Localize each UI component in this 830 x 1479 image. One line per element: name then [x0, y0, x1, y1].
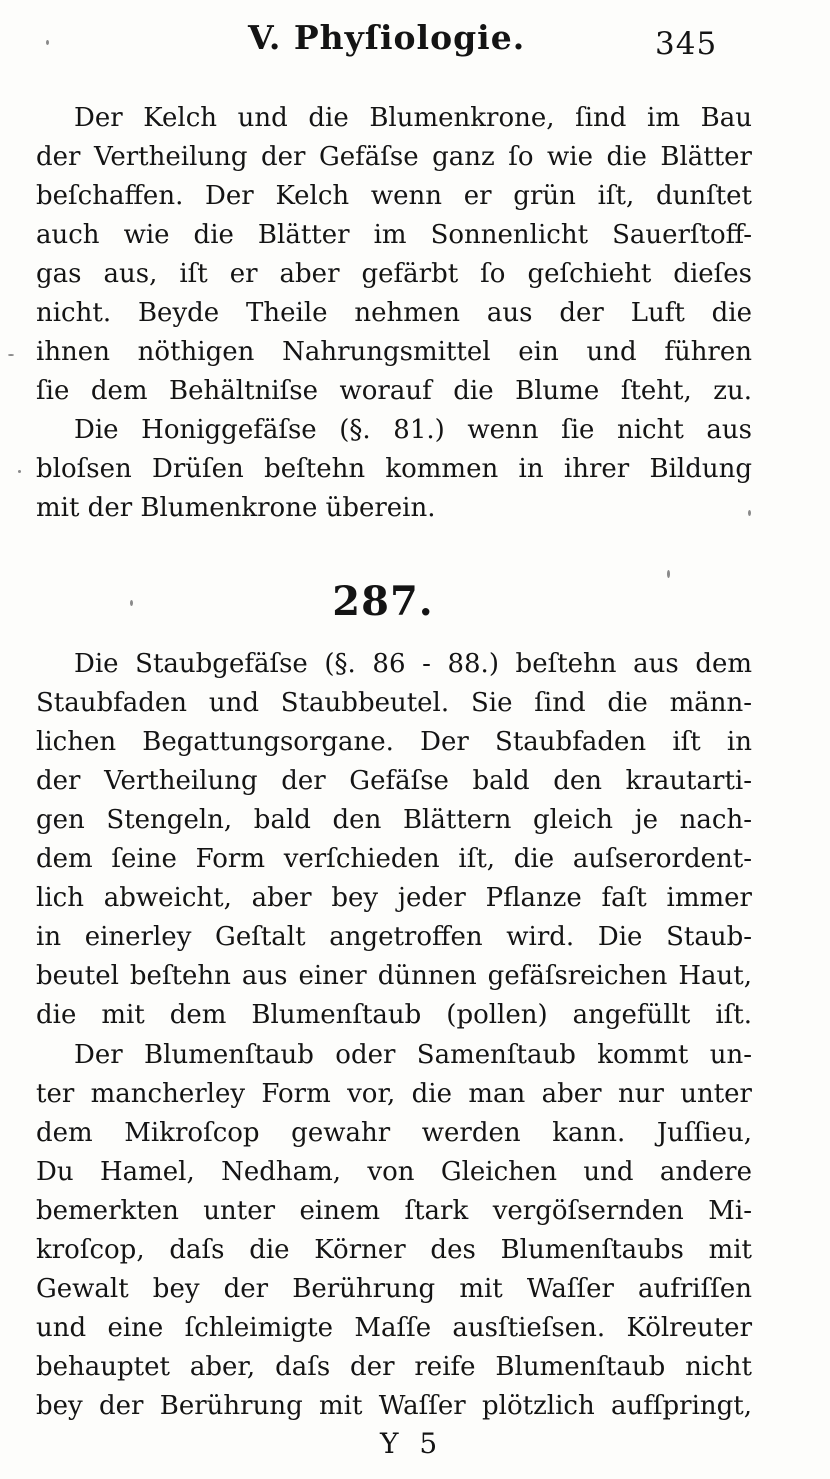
text-line: Der Blumenſtaub oder Samenſtaub kommt un-	[74, 1040, 752, 1070]
print-speck	[130, 600, 133, 606]
text-line: die mit dem Blumenſtaub (pollen) angefüllt iſt.	[36, 1000, 752, 1030]
text-line: Gewalt bey der Berührung mit Waſſer aufriſſen	[36, 1274, 752, 1304]
text-line: bloſsen Drüſen beſtehn kommen in ihrer Bildung	[36, 454, 752, 484]
text-line: bey der Berührung mit Waſſer plötzlich aufſpringt,	[36, 1391, 752, 1421]
text-line: beſchaffen. Der Kelch wenn er grün iſt, dunſtet	[36, 181, 752, 211]
text-line: gas aus, iſt er aber gefärbt ſo geſchieht dieſes	[36, 259, 752, 289]
print-speck	[46, 40, 49, 45]
text-line: ſie dem Behältniſse worauf die Blume ſteht, zu.	[36, 376, 752, 406]
print-speck	[8, 354, 14, 356]
print-speck	[748, 510, 751, 516]
paragraph-nectaries	[36, 411, 752, 528]
text-line: und eine ſchleimigte Maſſe ausſtieſsen. Kölreuter	[36, 1313, 752, 1343]
text-line: bemerkten unter einem ſtark vergöſsernden Mi-	[36, 1196, 752, 1226]
text-line: lich abweicht, aber bey jeder Pflanze faſt immer	[36, 883, 752, 913]
text-line: dem Mikroſcop gewahr werden kann. Juſſieu,	[36, 1118, 752, 1148]
section-number-text: 287.	[332, 578, 434, 625]
text-line: kroſcop, daſs die Körner des Blumenſtaubs mit	[36, 1235, 752, 1265]
text-line: der Vertheilung der Gefäſse bald den krautarti-	[36, 766, 752, 796]
page-number: 345	[655, 26, 718, 62]
text-line: dem ſeine Form verſchieden iſt, die auſserordent-	[36, 844, 752, 874]
text-line: ter mancherley Form vor, die man aber nur unter	[36, 1079, 752, 1109]
print-speck	[667, 570, 670, 578]
text-line: gen Stengeln, bald den Blättern gleich je nach-	[36, 805, 752, 835]
text-line: ihnen nöthigen Nahrungsmittel ein und führen	[36, 337, 752, 367]
text-line: beutel beſtehn aus einer dünnen gefäſsreichen Haut,	[36, 961, 752, 991]
text-line: Staubfaden und Staubbeutel. Sie ſind die männ-	[36, 688, 752, 718]
text-line: Du Hamel, Nedham, von Gleichen und andere	[36, 1157, 752, 1187]
paragraph-calyx	[36, 99, 752, 411]
text-line: der Vertheilung der Gefäſse ganz ſo wie die Blätter	[36, 142, 752, 172]
running-header	[0, 18, 830, 68]
paragraph-stamens	[36, 645, 752, 1035]
paragraph-pollen	[36, 1036, 752, 1426]
text-line: mit der Blumenkrone überein.	[36, 493, 436, 523]
text-line: Der Kelch und die Blumenkrone, ſind im Bau	[74, 103, 752, 133]
text-line: Die Honiggefäſse (§. 81.) wenn ſie nicht aus	[74, 415, 752, 445]
text-line: in einerley Geſtalt angetroffen wird. Die Staub-	[36, 922, 752, 952]
text-line: behauptet aber, daſs der reife Blumenſtaub nicht	[36, 1352, 752, 1382]
text-line: Die Staubgefäſse (§. 86 - 88.) beſtehn aus dem	[74, 649, 752, 679]
chapter-title: V. Phyſiologie.	[248, 18, 526, 57]
text-line: lichen Begattungsorgane. Der Staubfaden iſt in	[36, 727, 752, 757]
print-speck	[18, 470, 21, 473]
section-number	[0, 578, 830, 625]
text-line: auch wie die Blätter im Sonnenlicht Sauerſtoff-	[36, 220, 752, 250]
text-line: nicht. Beyde Theile nehmen aus der Luft die	[36, 298, 752, 328]
signature-mark: Y 5	[380, 1427, 444, 1460]
